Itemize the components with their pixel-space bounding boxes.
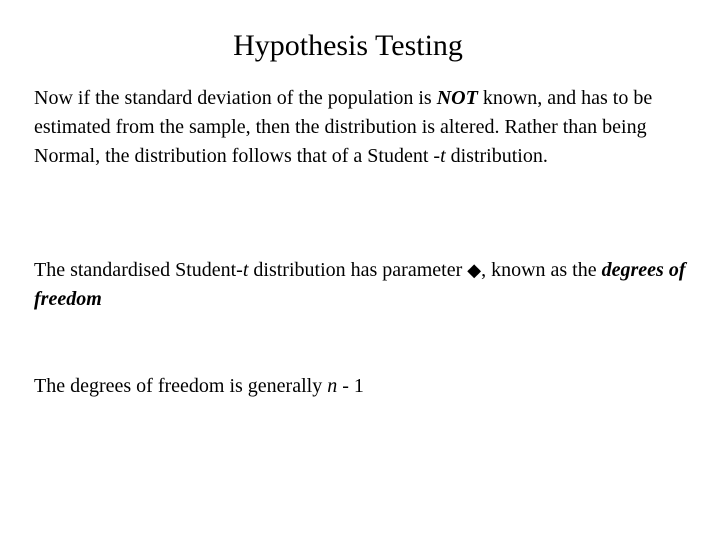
paragraph3-text-1: The degrees of freedom is generally — [34, 375, 328, 397]
paragraph1-text-1: Now if the standard deviation of the population is — [34, 87, 437, 109]
slide-title: Hypothesis Testing — [233, 29, 463, 62]
paragraph-student-t-parameter — [34, 256, 704, 314]
paragraph1-t-symbol: t — [440, 145, 446, 167]
parameter-diamond-icon: ◆ — [467, 260, 482, 281]
paragraph3-n-symbol: n — [327, 375, 338, 397]
paragraph1-emphasis-not: NOT — [436, 87, 478, 109]
paragraph1-text-2: known, and has to be estimated from the sample, then the distribution is altered. Rather than being Normal, the distribution follows that of a Student - — [34, 87, 653, 167]
paragraph-degrees-of-freedom — [34, 372, 704, 401]
paragraph1-text-3: distribution. — [445, 145, 548, 167]
paragraph2-text-1: The standardised Student- — [34, 259, 243, 281]
paragraph2-text-3: , known as the — [481, 259, 602, 281]
paragraph-unknown-std-dev — [34, 84, 704, 171]
paragraph2-t-symbol: t — [242, 259, 249, 281]
paragraph2-text-2: distribution has parameter — [248, 259, 468, 281]
paragraph2-emphasis-degrees-of-freedom: degrees of freedom — [34, 259, 686, 310]
paragraph3-text-2: - 1 — [337, 375, 364, 397]
